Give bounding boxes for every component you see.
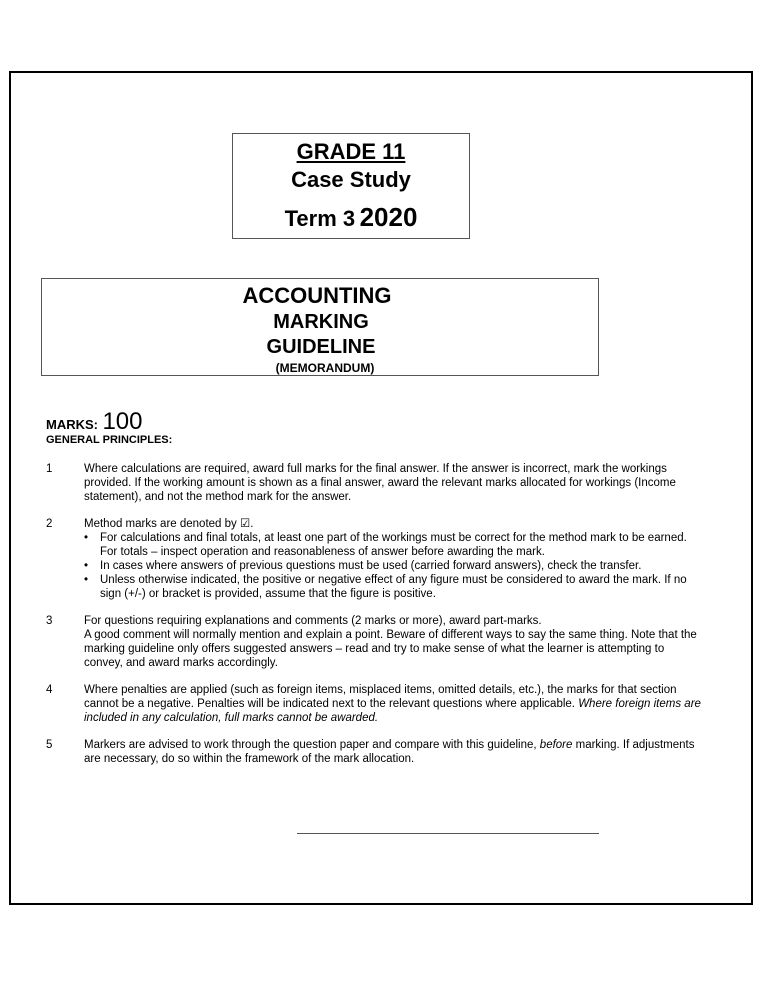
principle-text: Where calculations are required, award full marks for the final answer. If the answer is incorrect, mark the workings provided. If the working amount is shown as a final answer, award the relevant marks allocated for workings (Income statement), and not the method mark for the answer.: [84, 463, 676, 503]
subject-box: [41, 278, 599, 376]
principle-number: 2: [46, 518, 53, 530]
principle-text: Method marks are denoted by ☑.: [84, 518, 254, 530]
bullet-item: • In cases where answers of previous questions must be used (carried forward answers), check the transfer.: [84, 560, 642, 572]
memorandum-label: (MEMORANDUM): [275, 361, 375, 375]
guideline-title: GUIDELINE: [266, 336, 376, 358]
principle-item: [46, 683, 706, 725]
principle-item: [46, 462, 706, 504]
cover-title-box: [232, 133, 470, 239]
grade-title: GRADE 11: [296, 139, 406, 164]
marks-value: 100: [102, 408, 143, 435]
principle-item: [46, 614, 706, 670]
principle-text-main: Where penalties are applied (such as foreign items, misplaced items, omitted details, etc.), the marks for that section cannot be a negative. Penalties will be indicated next to the relevant questions where applicable.: [84, 684, 677, 710]
marks-line: [46, 408, 143, 436]
principle-text-a: Markers are advised to work through the question paper and compare with this guideline,: [84, 739, 537, 751]
principle-number: 1: [46, 463, 53, 475]
principle-text-line1: For questions requiring explanations and comments (2 marks or more), award part-marks.: [84, 615, 542, 627]
bullet-item: • For calculations and final totals, at least one part of the workings must be correct for the method mark to be earned. For totals – inspect operation and reasonableness of answer before awarding the mark.: [84, 532, 687, 558]
principles-list: [46, 462, 706, 779]
marks-label: MARKS:: [46, 417, 98, 432]
principle-text-italic: before: [539, 739, 573, 751]
principle-text-b: marking. If adjustments are necessary, do so within the framework of the mark allocation.: [84, 739, 695, 765]
marking-title: MARKING: [273, 311, 369, 333]
bullet-item: • Unless otherwise indicated, the positive or negative effect of any figure must be considered to award the mark. If no sign (+/-) or bracket is provided, assume that the figure is positive.: [84, 574, 687, 600]
subject-title: ACCOUNTING: [242, 283, 392, 308]
term-label: Term 3: [284, 206, 356, 231]
principle-text-italic: Where foreign items are included in any calculation, full marks cannot be awarded.: [84, 698, 701, 724]
signature-line: [297, 833, 599, 834]
principle-text: [84, 738, 706, 766]
bullet-text: In cases where answers of previous questions must be used (carried forward answers), check the transfer.: [100, 560, 642, 572]
principle-number: 3: [46, 615, 53, 627]
bullet-text: Unless otherwise indicated, the positive or negative effect of any figure must be considered to award the mark. If no sign (+/-) or bracket is provided, assume that the figure is positive.: [100, 574, 687, 600]
principle-item: [46, 738, 706, 766]
bullet-text: For calculations and final totals, at least one part of the workings must be correct for the method mark to be earned. For totals – inspect operation and reasonableness of answer before awarding the mark.: [100, 532, 687, 558]
term-year: 2020: [359, 202, 418, 232]
case-study-title: Case Study: [291, 167, 411, 192]
term-line: [233, 203, 469, 236]
principle-text-line2: A good comment will normally mention and explain a point. Beware of different ways to say the same thing. Note that the marking guideline only offers suggested answers – read and try to make sense of what the learner is attempting to convey, and award marks accordingly.: [84, 629, 697, 669]
principle-text: [84, 683, 706, 725]
principle-bullets: [84, 531, 706, 601]
principle-item: [46, 517, 706, 601]
principle-number: 5: [46, 739, 53, 751]
general-principles-heading: GENERAL PRINCIPLES:: [46, 434, 173, 446]
principle-number: 4: [46, 684, 53, 696]
